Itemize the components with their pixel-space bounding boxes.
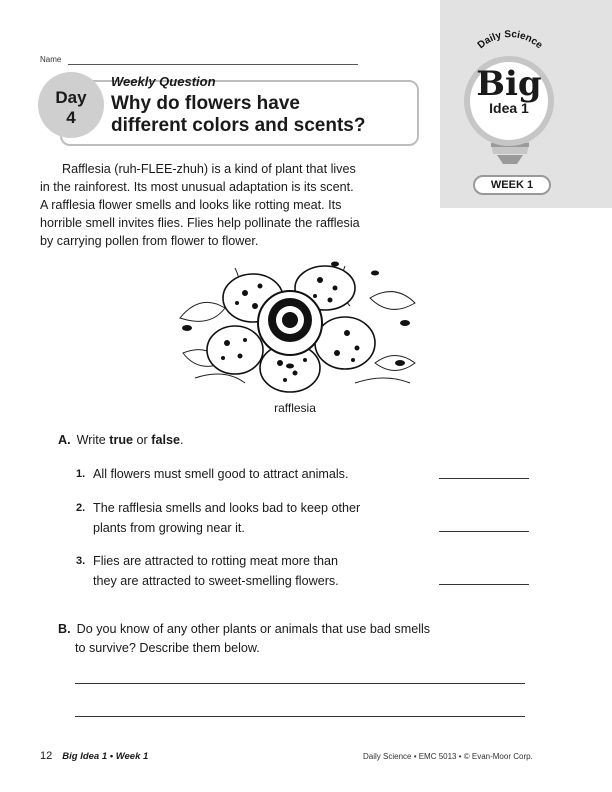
passage-line: horrible smell invites flies. Flies help pollinate the rafflesia [40,216,360,230]
section-b-line: Do you know of any other plants or animals that use bad smells [76,622,431,636]
rafflesia-illustration [175,258,420,398]
writing-line[interactable] [75,683,525,684]
passage-line: Rafflesia (ruh-FLEE-zhuh) is a kind of plant that lives [62,162,356,176]
section-a-instruction: A. Write true or false. [58,433,184,447]
true-false-item [76,498,536,540]
question-line-2: different colors and scents? [111,115,366,136]
word-or: or [136,433,148,447]
answer-line[interactable] [439,584,529,585]
true-false-item [76,551,536,593]
footer-left [40,750,148,762]
instruction-text: Write [76,433,106,447]
section-b-letter: B. [58,622,71,636]
item-number: 3. [76,555,86,567]
item-text-block [93,551,428,591]
item-text: All flowers must smell good to attract animals. [93,467,349,481]
question-line-1: Why do flowers have [111,93,300,114]
footer-unit: Big Idea 1 • Week 1 [62,751,149,762]
week-badge: WEEK 1 [473,175,551,195]
illustration-caption: rafflesia [274,401,316,415]
name-field-line[interactable] [68,64,358,65]
day-word: Day [55,88,87,107]
item-text-block [93,498,428,538]
big-idea-number: Idea 1 [489,100,529,116]
footer-credit: Daily Science • EMC 5013 • © Evan-Moor Corp. [363,752,533,761]
item-text: The rafflesia smells and looks bad to keep other [93,501,361,515]
item-number: 2. [76,502,86,514]
passage-line: in the rainforest. Its most unusual adaptation is its scent. [40,180,354,194]
item-number: 1. [76,468,86,480]
day-number: 4 [66,108,76,127]
section-b-line: to survive? Describe them below. [75,641,260,655]
section-a-letter: A. [58,433,71,447]
item-text: Flies are attracted to rotting meat more than [93,554,338,568]
passage-line: A rafflesia flower smells and looks like rotting meat. Its [40,198,342,212]
answer-line[interactable] [439,531,529,532]
true-false-item [76,464,536,486]
page-number: 12 [40,750,53,762]
passage-line: by carrying pollen from flower to flower. [40,234,259,248]
day-badge [38,72,104,138]
word-true: true [109,433,134,447]
section-b-question [58,620,498,658]
item-text: they are attracted to sweet-smelling flowers. [93,574,339,588]
word-false: false [151,433,180,447]
name-label: Name [40,55,62,64]
reading-passage [40,160,420,250]
item-text: plants from growing near it. [93,521,245,535]
answer-line[interactable] [439,478,529,479]
big-idea-big: Big [476,64,542,104]
writing-line[interactable] [75,716,525,717]
daily-science-arc-text: Daily Science [475,29,545,52]
question-title [111,93,421,137]
weekly-question-label: Weekly Question [111,74,216,89]
